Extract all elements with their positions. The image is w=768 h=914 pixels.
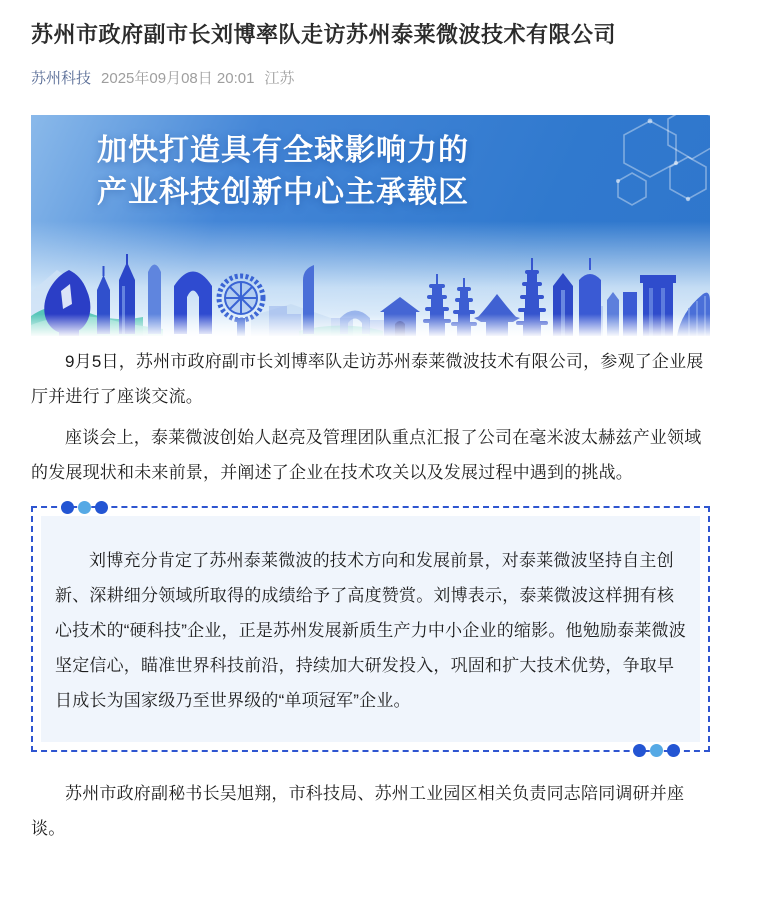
page-title: 苏州市政府副市长刘博率队走访苏州泰莱微波技术有限公司 <box>31 22 617 47</box>
article-paragraph: 9月5日，苏州市政府副市长刘博率队走访苏州泰莱微波技术有限公司，参观了企业展厅并进行了座谈交流。 <box>31 351 704 406</box>
quote-text: 刘博充分肯定了苏州泰莱微波的技术方向和发展前景，对泰莱微波坚持自主创新、深耕细分领域所取得的成绩给予了高度赞赏。刘博表示，泰莱微波这样拥有核心技术的“硬科技”企业，正是苏州发展新质生产力中小企业的缩影。他勉励泰莱微波坚定信心，瞄准世界科技前沿，持续加大研发投入，巩固和扩大技术优势，争取早日成长为国家级乃至世界级的“单项冠军”企业。 <box>55 550 686 711</box>
account-link[interactable]: 苏州科技 <box>31 69 92 87</box>
byline <box>31 67 710 88</box>
closing-paragraph: 苏州市政府副秘书长吴旭翔，市科技局、苏州工业园区相关负责同志陪同调研并座谈。 <box>31 784 685 839</box>
dot-icon <box>633 744 646 757</box>
dot-icon <box>650 744 663 757</box>
banner-heading-line2: 产业科技创新中心主承载区 <box>97 175 469 209</box>
dot-icon <box>61 501 74 514</box>
quote-box <box>31 506 710 752</box>
dot-icon <box>78 501 91 514</box>
article-paragraph: 座谈会上，泰莱微波创始人赵亮及管理团队重点汇报了公司在毫米波太赫兹产业领域的发展现状和未来前景，并阐述了企业在技术攻关以及发展过程中遇到的挑战。 <box>31 427 702 482</box>
ornament-dots-icon <box>61 501 108 514</box>
banner-fog <box>31 314 710 336</box>
ornament-dots-icon <box>633 744 680 757</box>
publish-date: 2025年09月08日 20:01 <box>101 69 255 87</box>
hexagon-pattern-icon <box>540 115 710 225</box>
banner-heading-line1: 加快打造具有全球影响力的 <box>97 133 469 167</box>
banner-heading <box>63 130 503 214</box>
banner-image[interactable] <box>31 115 710 336</box>
dot-icon <box>95 501 108 514</box>
publish-region: 江苏 <box>264 69 295 87</box>
dot-icon <box>667 744 680 757</box>
article-page <box>31 19 710 846</box>
article-body <box>31 344 710 846</box>
quote-panel <box>41 516 700 742</box>
